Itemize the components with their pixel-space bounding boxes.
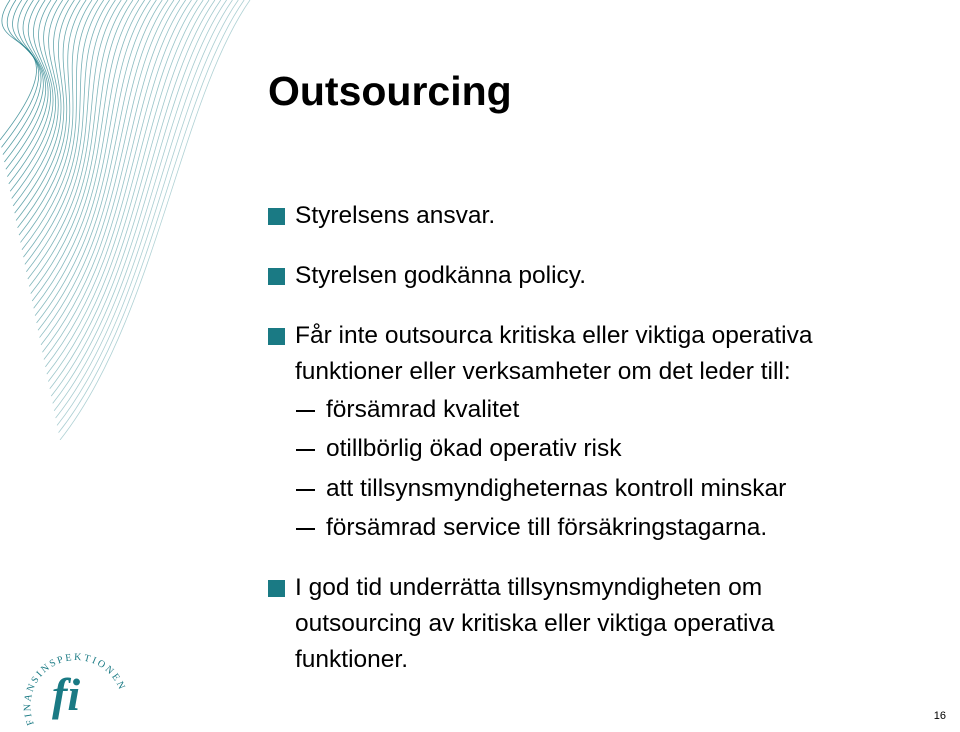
square-bullet-icon (268, 580, 285, 597)
bullet-item (268, 570, 868, 678)
page-number: 16 (933, 710, 946, 722)
logo-ring-text: FINANSINSPEKTIONEN (22, 651, 128, 727)
bullet-text: Får inte outsourca kritiska eller viktiga operativa funktioner eller verksamheter om det leder till: (295, 322, 813, 385)
sub-bullet-item (296, 392, 519, 428)
sub-bullet-text: försämrad service till försäkringstagarna. (326, 514, 768, 541)
sub-bullet-text: försämrad kvalitet (326, 396, 520, 423)
square-bullet-icon (268, 268, 285, 285)
wave-line (1, 0, 38, 147)
bullet-text: I god tid underrätta tillsynsmyndigheten om outsourcing av kritiska eller viktiga operativa funktioner. (295, 574, 775, 673)
bullet-text: Styrelsens ansvar. (295, 202, 496, 229)
square-bullet-icon (268, 328, 285, 345)
wave-line (10, 0, 53, 191)
wave-line (53, 0, 221, 403)
sub-bullet-item (296, 431, 622, 467)
sub-bullet-item (296, 510, 767, 546)
bullet-item (268, 318, 878, 390)
square-bullet-icon (268, 208, 285, 225)
bullet-item (268, 198, 495, 234)
wave-line (4, 0, 43, 162)
dash-bullet-icon (296, 528, 315, 530)
bullet-item (268, 258, 586, 294)
wave-line (57, 0, 238, 425)
sub-bullet-text: otillbörlig ökad operativ risk (326, 435, 622, 462)
sub-bullet-item (296, 471, 786, 507)
wave-line (51, 0, 215, 396)
dash-bullet-icon (296, 449, 315, 451)
wave-line (60, 0, 250, 440)
finansinspektionen-logo (14, 628, 140, 732)
sub-bullet-text: att tillsynsmyndigheternas kontroll minskar (326, 475, 787, 502)
dash-bullet-icon (296, 410, 315, 412)
bullet-text: Styrelsen godkänna policy. (295, 262, 586, 289)
decorative-wave-lines (0, 0, 260, 440)
slide-title: Outsourcing (268, 68, 512, 114)
dash-bullet-icon (296, 489, 315, 491)
wave-line (3, 0, 41, 155)
logo-mark: fi (52, 669, 81, 720)
